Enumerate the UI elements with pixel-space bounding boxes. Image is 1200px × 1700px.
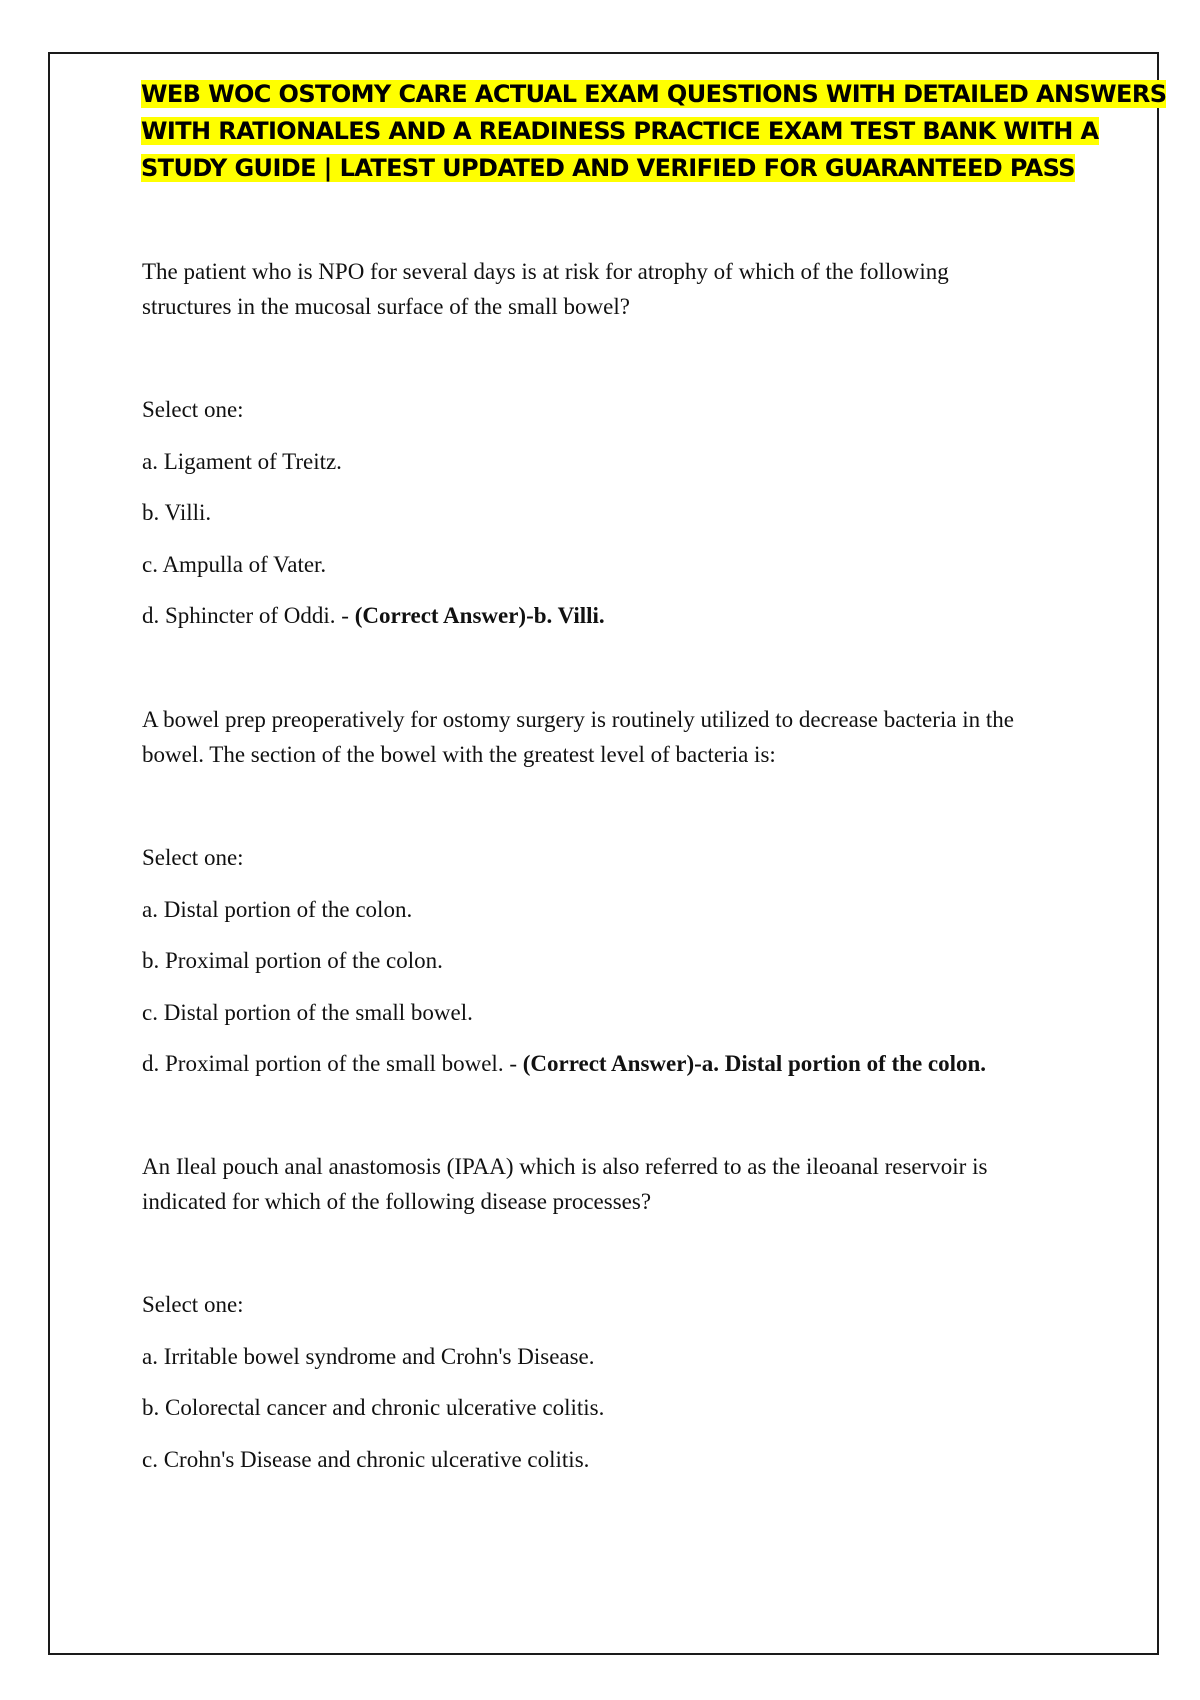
question-3-option-b: b. Colorectal cancer and chronic ulcerative colitis. bbox=[142, 1395, 605, 1420]
question-2-text-line-2: bowel. The section of the bowel with the greatest level of bacteria is: bbox=[142, 742, 776, 767]
question-2-option-a: a. Distal portion of the colon. bbox=[142, 897, 413, 922]
question-1-correct-answer: (Correct Answer)-b. Villi. bbox=[354, 603, 605, 628]
question-3-option-c: c. Crohn's Disease and chronic ulcerative colitis. bbox=[142, 1447, 590, 1472]
question-3-text-line-1: An Ileal pouch anal anastomosis (IPAA) which is also referred to as the ileoanal reservoir is bbox=[142, 1154, 988, 1179]
document-title bbox=[141, 76, 1167, 187]
title-line-3: STUDY GUIDE | LATEST UPDATED AND VERIFIED FOR GUARANTEED PASS bbox=[141, 154, 1075, 182]
question-1-option-d: d. Sphincter of Oddi. - bbox=[142, 603, 355, 628]
question-2-option-c: c. Distal portion of the small bowel. bbox=[142, 1000, 473, 1025]
question-1-option-d-row bbox=[142, 601, 605, 631]
question-2-option-d: d. Proximal portion of the small bowel. - bbox=[142, 1051, 523, 1076]
question-2-correct-answer: (Correct Answer)-a. Distal portion of the colon. bbox=[522, 1051, 987, 1076]
question-1-option-c: c. Ampulla of Vater. bbox=[142, 552, 327, 577]
question-2-option-b: b. Proximal portion of the colon. bbox=[142, 948, 443, 973]
title-line-2: WITH RATIONALES AND A READINESS PRACTICE EXAM TEST BANK WITH A bbox=[141, 117, 1099, 145]
question-3-select-label: Select one: bbox=[142, 1292, 244, 1317]
question-2-select-label: Select one: bbox=[142, 845, 244, 870]
question-1-select-label: Select one: bbox=[142, 397, 244, 422]
question-1-text-line-2: structures in the mucosal surface of the small bowel? bbox=[142, 294, 630, 319]
question-1-option-b: b. Villi. bbox=[142, 500, 212, 525]
question-3-option-a: a. Irritable bowel syndrome and Crohn's Disease. bbox=[142, 1344, 595, 1369]
question-2-text-line-1: A bowel prep preoperatively for ostomy surgery is routinely utilized to decrease bacteria in the bbox=[142, 707, 1015, 732]
title-line-1: WEB WOC OSTOMY CARE ACTUAL EXAM QUESTIONS WITH DETAILED ANSWERS bbox=[141, 80, 1167, 108]
question-1-option-a: a. Ligament of Treitz. bbox=[142, 449, 342, 474]
question-3-text-line-2: indicated for which of the following disease processes? bbox=[142, 1189, 652, 1214]
question-2-option-d-row bbox=[142, 1049, 986, 1079]
question-1-text-line-1: The patient who is NPO for several days is at risk for atrophy of which of the following bbox=[142, 259, 949, 284]
